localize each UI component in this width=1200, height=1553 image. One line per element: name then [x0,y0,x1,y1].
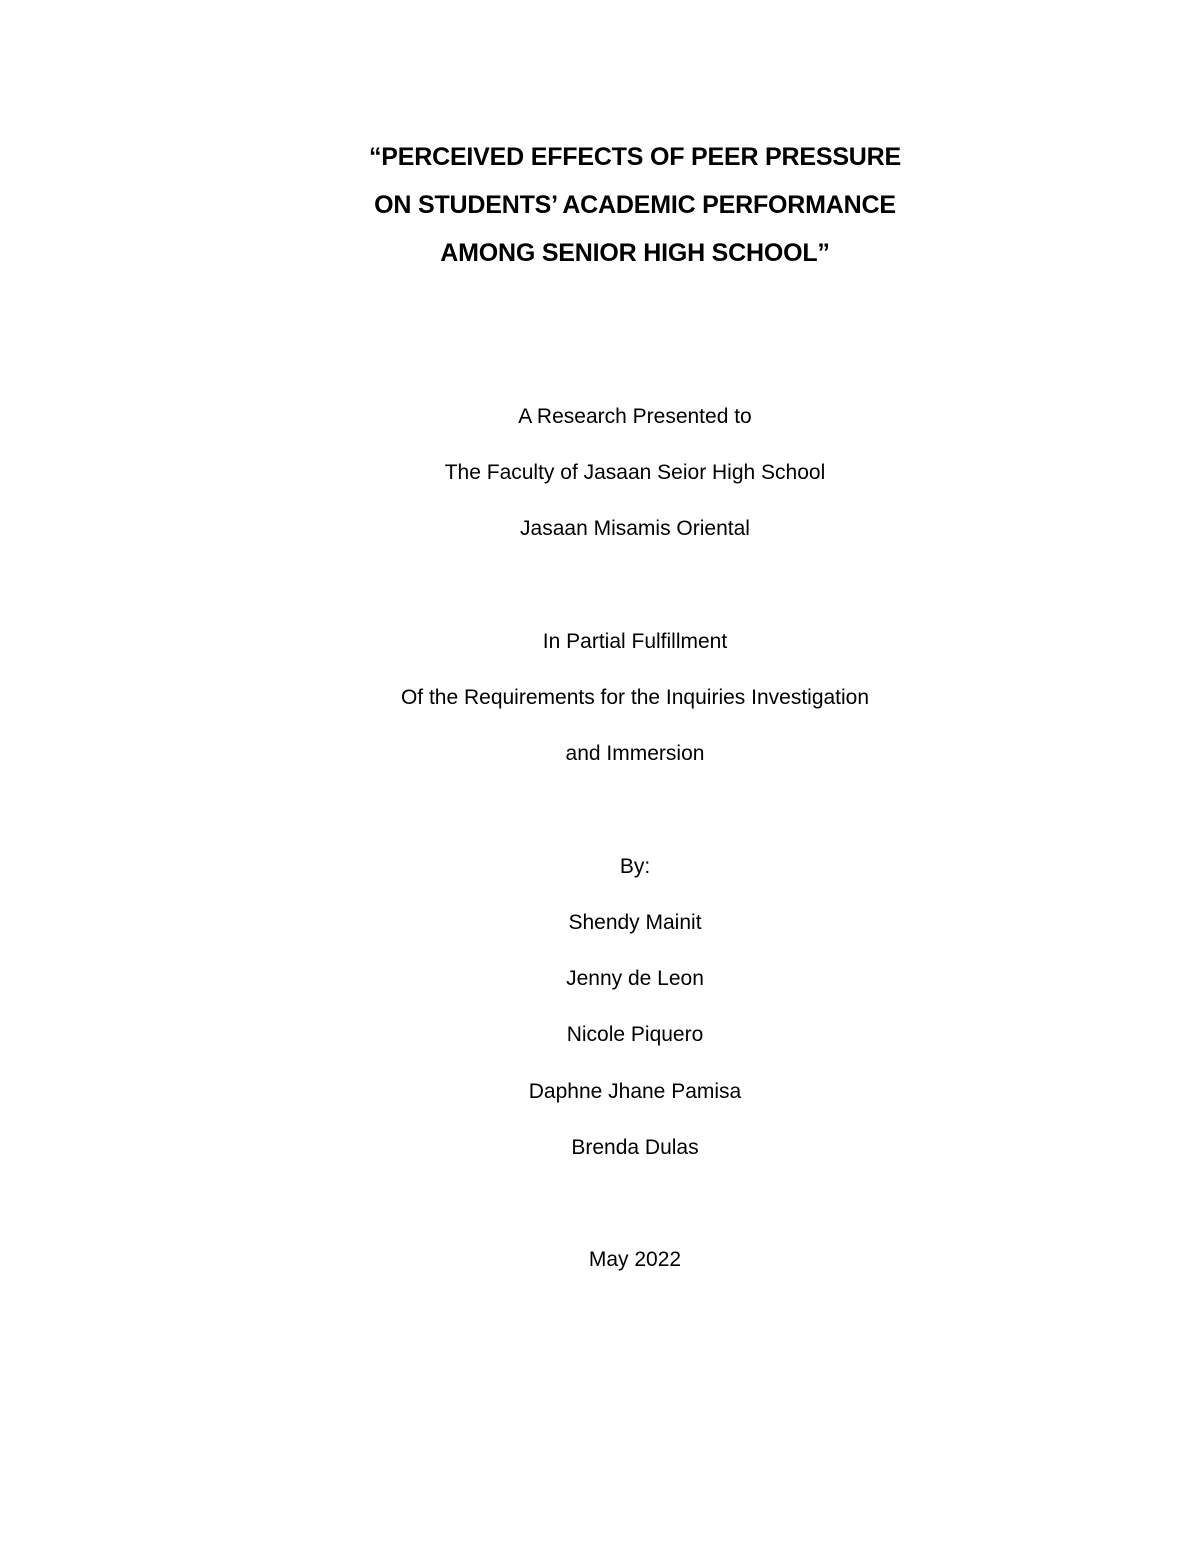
author-name: Brenda Dulas [571,1136,699,1159]
submission-date: May 2022 [588,1248,682,1271]
author-name: Shendy Mainit [568,911,702,934]
presented-to-line-3: Jasaan Misamis Oriental [520,517,750,540]
presented-to-line-1: A Research Presented to [518,405,752,428]
author-name: Jenny de Leon [566,967,704,990]
fulfillment-line-3: and Immersion [565,742,705,765]
author-name: Nicole Piquero [566,1023,704,1046]
fulfillment-line-1: In Partial Fulfillment [542,630,728,653]
presented-to-line-2: The Faculty of Jasaan Seior High School [444,461,826,484]
fulfillment-line-2: Of the Requirements for the Inquiries Investigation [400,686,870,709]
title-line-3: AMONG SENIOR HIGH SCHOOL” [440,239,830,267]
author-name: Daphne Jhane Pamisa [528,1080,742,1103]
title-line-1: “PERCEIVED EFFECTS OF PEER PRESSURE [369,143,901,171]
title-line-2: ON STUDENTS’ ACADEMIC PERFORMANCE [374,191,896,219]
by-label: By: [619,855,651,878]
